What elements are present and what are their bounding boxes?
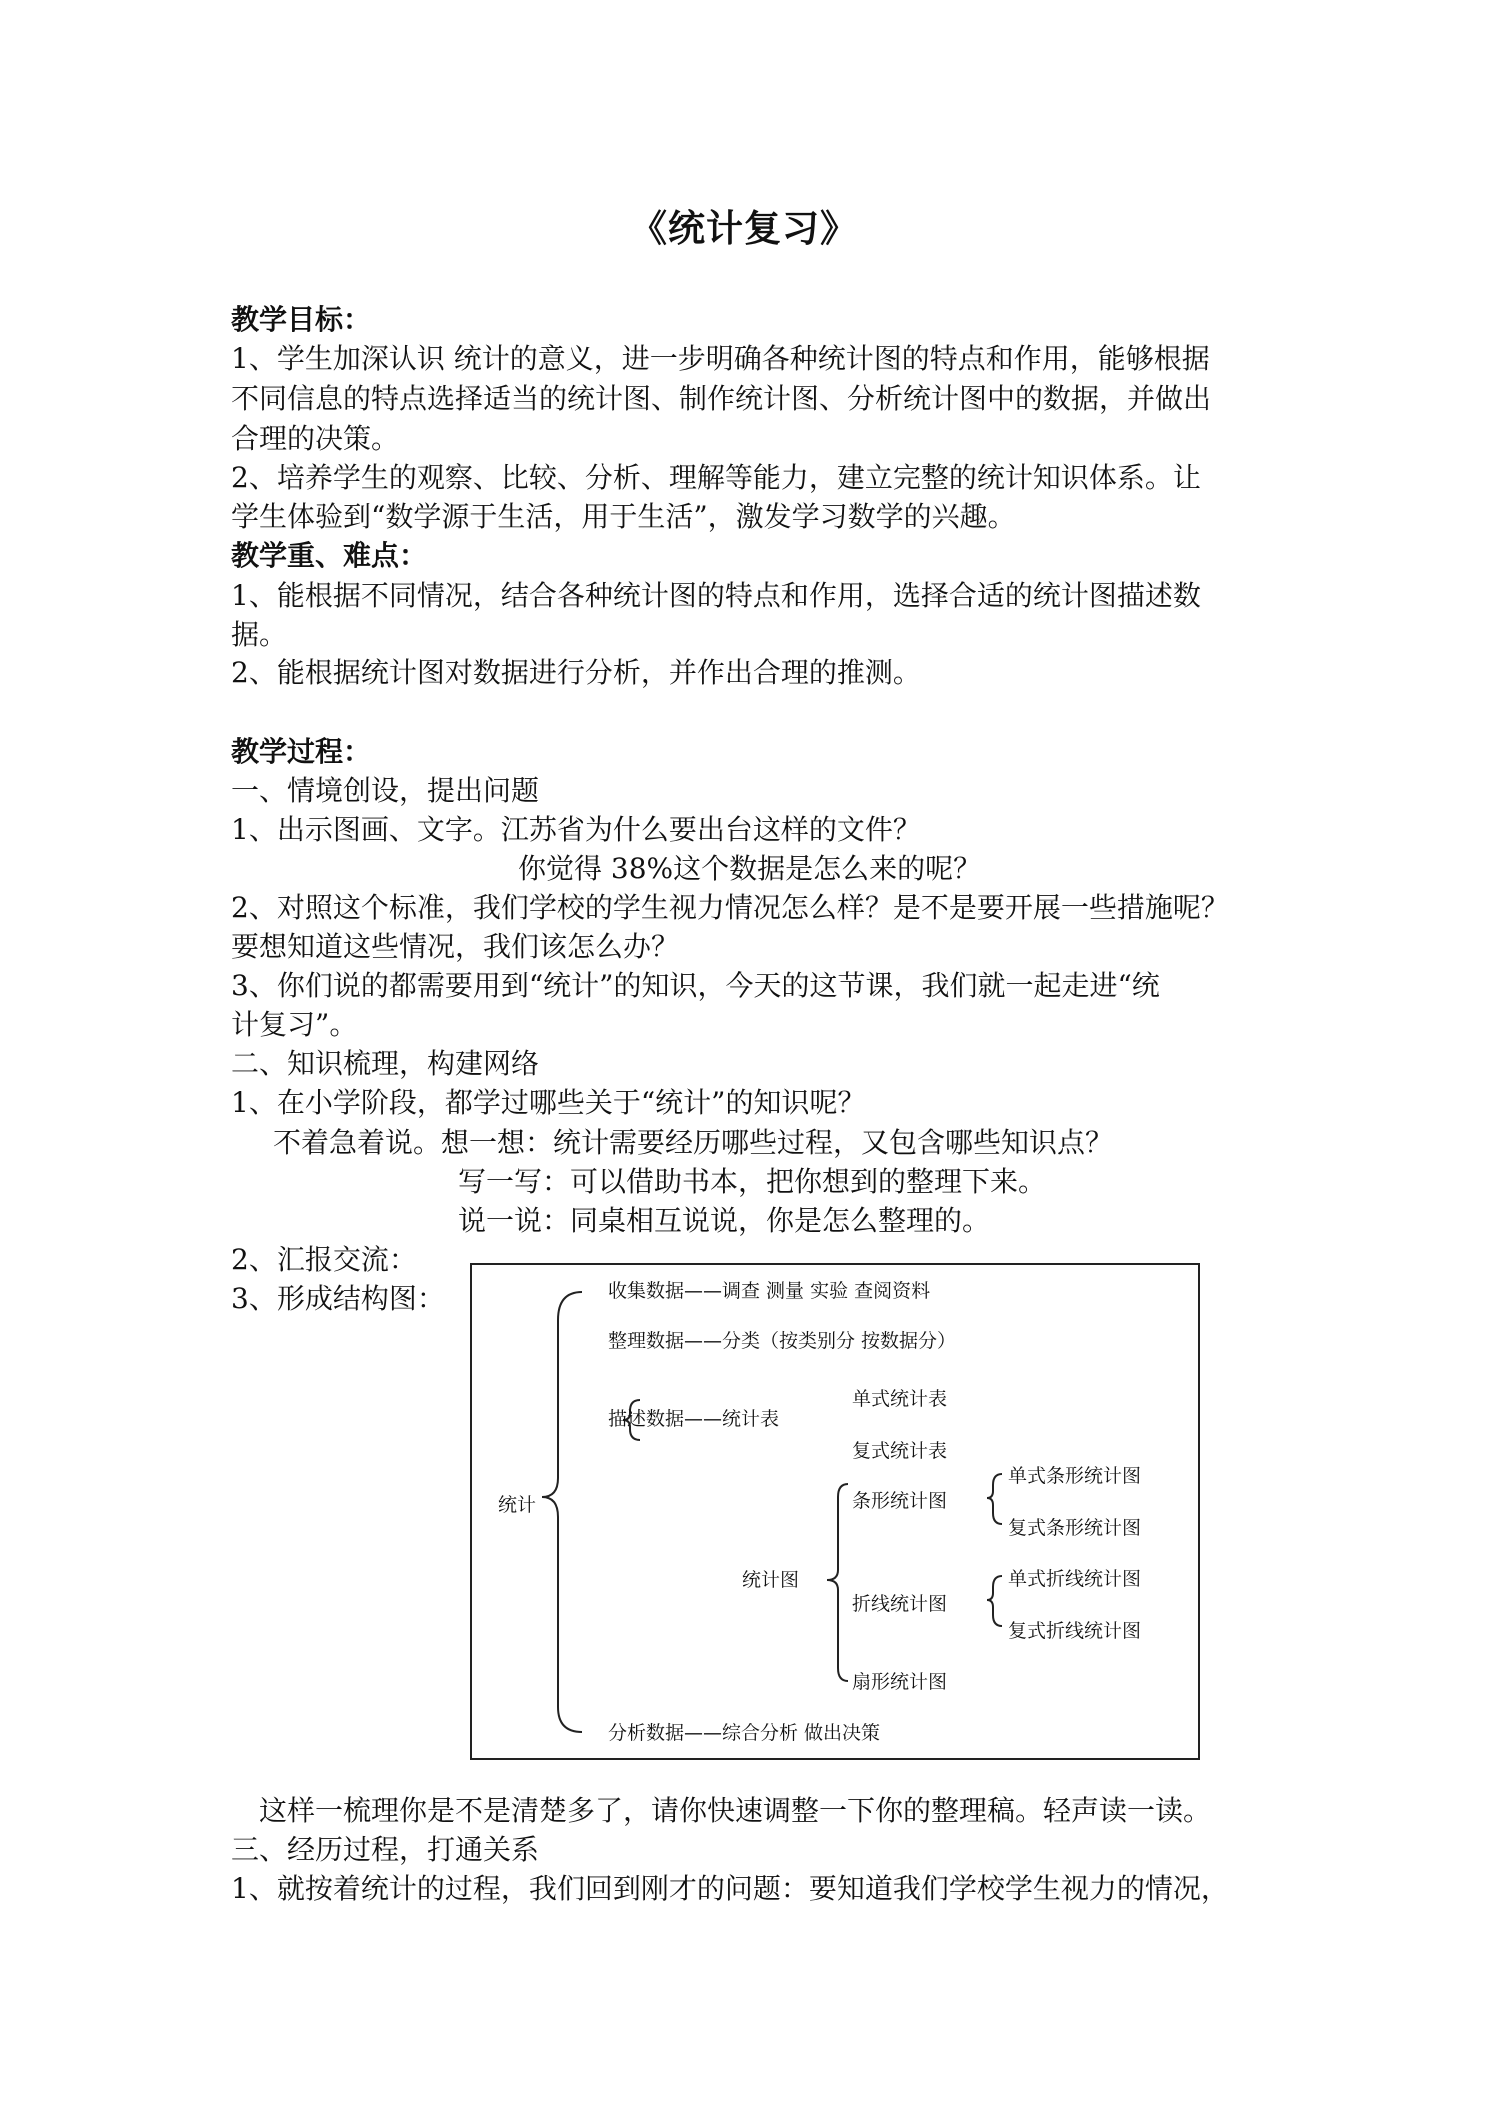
diagram-table-compound: 复式统计表 xyxy=(852,1440,948,1462)
process-line: 你觉得 38%这个数据是怎么来的呢？ xyxy=(518,852,982,885)
process-line: 2、对照这个标准，我们学校的学生视力情况怎么样？是不是要开展一些措施呢？ xyxy=(231,891,1229,924)
diagram-root: 统计 xyxy=(498,1494,537,1516)
keypoints-heading: 教学重、难点： xyxy=(231,539,428,572)
line-brace xyxy=(987,1576,1002,1626)
process-line: 1、在小学阶段，都学过哪些关于“统计”的知识呢？ xyxy=(231,1086,866,1119)
process-line: 1、就按着统计的过程，我们回到刚才的问题：要知道我们学校学生视力的情况， xyxy=(231,1872,1229,1905)
diagram-chart: 统计图 xyxy=(742,1569,800,1591)
process-line: 要想知道这些情况，我们该怎么办？ xyxy=(231,930,680,963)
chart-brace xyxy=(827,1484,848,1681)
diagram-collect: 收集数据——调查 测量 实验 查阅资料 xyxy=(608,1280,931,1302)
objectives-heading: 教学目标： xyxy=(231,303,372,336)
objectives-line: 不同信息的特点选择适当的统计图、制作统计图、分析统计图中的数据，并做出 xyxy=(231,382,1212,415)
process-line: 计复习”。 xyxy=(231,1008,358,1041)
keypoints-line: 据。 xyxy=(231,618,288,651)
bar-brace xyxy=(987,1474,1002,1524)
document-title: 《统计复习》 xyxy=(630,206,858,250)
process-line: 不着急着说。想一想：统计需要经历哪些过程，又包含哪些知识点？ xyxy=(273,1126,1114,1159)
objectives-line: 学生体验到“数学源于生活，用于生活”，激发学习数学的兴趣。 xyxy=(231,500,1016,533)
root-brace xyxy=(542,1292,582,1732)
diagram-table-single: 单式统计表 xyxy=(852,1388,948,1410)
diagram-bar-compound: 复式条形统计图 xyxy=(1008,1517,1142,1539)
process-line: 1、出示图画、文字。江苏省为什么要出台这样的文件？ xyxy=(231,813,921,846)
process-line: 2、汇报交流： xyxy=(231,1243,417,1276)
diagram-bar-single: 单式条形统计图 xyxy=(1008,1465,1142,1487)
summary-line: 这样一梳理你是不是清楚多了，请你快速调整一下你的整理稿。轻声读一读。 xyxy=(259,1794,1212,1827)
process-line: 说一说：同桌相互说说，你是怎么整理的。 xyxy=(458,1204,991,1237)
objectives-line: 1、学生加深认识 统计的意义，进一步明确各种统计图的特点和作用，能够根据 xyxy=(231,342,1210,375)
process-heading: 教学过程： xyxy=(231,735,372,768)
process-line: 二、知识梳理，构建网络 xyxy=(231,1047,540,1080)
process-line: 写一写：可以借助书本，把你想到的整理下来。 xyxy=(458,1165,1047,1198)
diagram-line-compound: 复式折线统计图 xyxy=(1008,1620,1142,1642)
diagram-line: 折线统计图 xyxy=(852,1593,948,1615)
process-line: 一、情境创设，提出问题 xyxy=(231,774,540,807)
keypoints-line: 2、能根据统计图对数据进行分析，并作出合理的推测。 xyxy=(231,656,921,689)
objectives-line: 合理的决策。 xyxy=(231,422,400,455)
diagram-organize: 整理数据——分类（按类别分 按数据分） xyxy=(608,1330,957,1352)
process-line: 3、你们说的都需要用到“统计”的知识，今天的这节课，我们就一起走进“统 xyxy=(231,969,1160,1002)
diagram-bar: 条形统计图 xyxy=(852,1490,948,1512)
diagram-analyze: 分析数据——综合分析 做出决策 xyxy=(608,1722,881,1744)
diagram-describe: 描述数据——统计表 xyxy=(608,1408,780,1430)
process-line: 3、形成结构图： xyxy=(231,1282,445,1315)
objectives-line: 2、培养学生的观察、比较、分析、理解等能力，建立完整的统计知识体系。让 xyxy=(231,461,1201,494)
diagram-line-single: 单式折线统计图 xyxy=(1008,1568,1142,1590)
process-line: 三、经历过程，打通关系 xyxy=(231,1833,540,1866)
structure-diagram xyxy=(470,1263,1200,1760)
keypoints-line: 1、能根据不同情况，结合各种统计图的特点和作用，选择合适的统计图描述数 xyxy=(231,579,1201,612)
diagram-pie: 扇形统计图 xyxy=(852,1671,948,1693)
